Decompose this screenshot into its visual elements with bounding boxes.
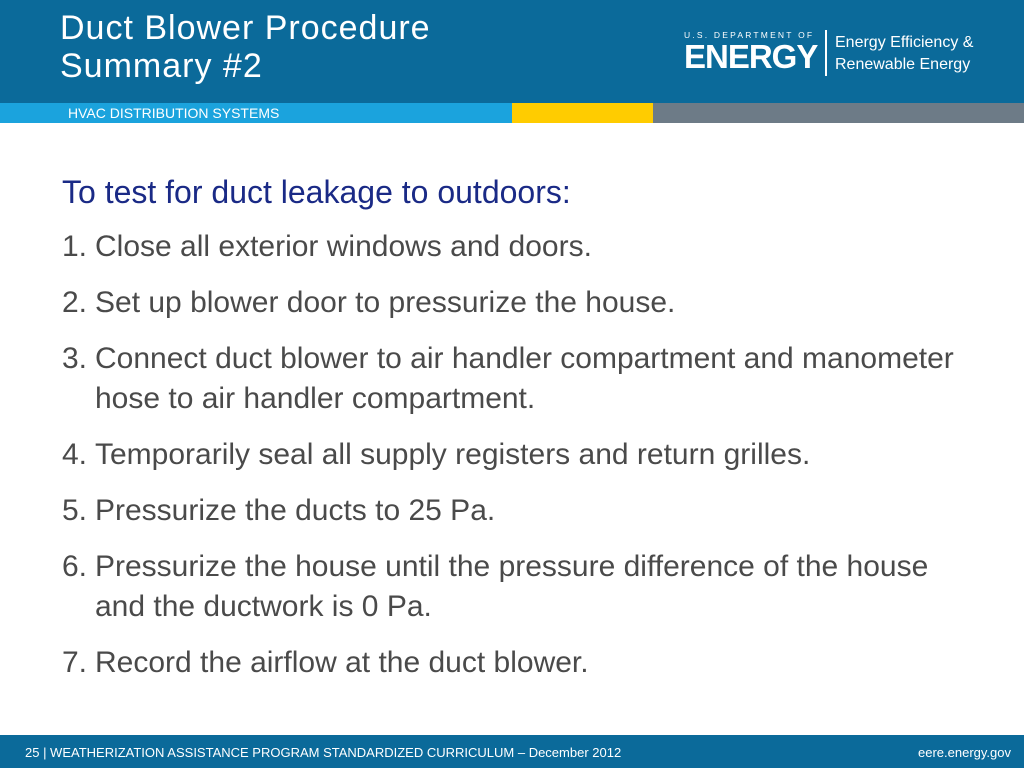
step-number: 6. [62, 550, 88, 583]
slide-title-line-1: Duct Blower Procedure [60, 9, 431, 47]
procedure-step [62, 491, 962, 531]
step-text: Pressurize the ducts to 25 Pa. [95, 494, 496, 527]
step-text: Close all exterior windows and doors. [95, 230, 592, 263]
slide-title-line-2: Summary #2 [60, 47, 263, 85]
step-number: 3. [62, 342, 88, 375]
lead-statement: To test for duct leakage to outdoors: [62, 174, 571, 210]
step-number: 5. [62, 494, 88, 527]
slide-title [60, 9, 431, 85]
procedure-step [62, 547, 962, 627]
step-text: Record the airflow at the duct blower. [95, 646, 589, 679]
step-number: 4. [62, 438, 88, 471]
step-number: 7. [62, 646, 88, 679]
logo-divider [825, 30, 827, 76]
logo-department-text: U.S. DEPARTMENT OF [684, 30, 815, 40]
logo-office-name [835, 32, 973, 76]
procedure-step [62, 435, 962, 475]
color-band [0, 103, 1024, 123]
procedure-step [62, 227, 962, 267]
procedure-steps-list [62, 227, 962, 683]
step-text: Connect duct blower to air handler compartment and manometer hose to air handler compartment. [95, 342, 954, 415]
band-yellow-segment [512, 103, 653, 123]
slide-footer [0, 735, 1024, 768]
step-number: 2. [62, 286, 88, 319]
step-text: Temporarily seal all supply registers and return grilles. [95, 438, 811, 471]
logo-office-line-1: Energy Efficiency & [835, 34, 974, 51]
slide-header [0, 0, 1024, 103]
procedure-step [62, 283, 962, 323]
procedure-step [62, 643, 962, 683]
step-text: Pressurize the house until the pressure difference of the house and the ductwork is 0 Pa. [95, 550, 929, 623]
step-text: Set up blower door to pressurize the house. [95, 286, 676, 319]
section-label: HVAC DISTRIBUTION SYSTEMS [68, 105, 280, 121]
band-gray-segment [653, 103, 1024, 123]
footer-url: eere.energy.gov [918, 745, 1011, 760]
logo-energy-wordmark: ENERGY [684, 38, 818, 75]
slide-body [62, 172, 962, 699]
doe-eere-logo [684, 30, 1004, 82]
logo-office-line-2: Renewable Energy [835, 56, 971, 73]
procedure-step [62, 339, 962, 419]
footer-caption: 25 | WEATHERIZATION ASSISTANCE PROGRAM STANDARDIZED CURRICULUM – December 2012 [25, 745, 622, 760]
step-number: 1. [62, 230, 88, 263]
